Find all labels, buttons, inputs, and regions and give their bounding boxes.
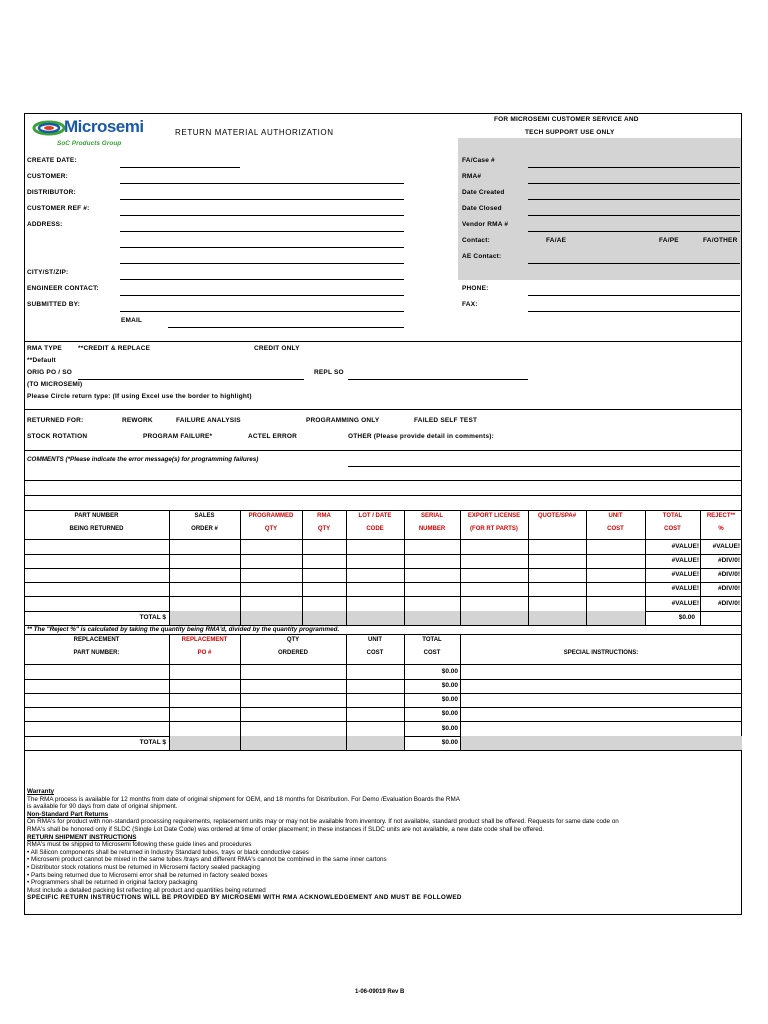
divider [24, 409, 742, 410]
repl-total-cell: $0.00 [441, 682, 458, 689]
returned-for-label: RETURNED FOR: [27, 417, 84, 424]
fa-case-input[interactable] [528, 158, 740, 168]
to-microsemi-label: (TO MICROSEMI) [27, 381, 83, 388]
comments-line [24, 495, 742, 496]
date-closed-input[interactable] [528, 206, 740, 216]
comments-label: COMMENTS (*Please indicate the error message(s) for programming failures) [27, 456, 259, 463]
col-serial: SERIAL NUMBER [418, 513, 446, 532]
repl-total-cell: $0.00 [441, 696, 458, 703]
address-label: ADDRESS: [27, 221, 63, 228]
col-export-license: EXPORT LICENSE (FOR RT PARTS) [467, 513, 521, 532]
col-repl-total-cost: TOTAL COST [422, 637, 442, 656]
customer-label: CUSTOMER: [27, 173, 69, 180]
warranty-text: The RMA process is available for 12 months from date of original shipment for OEM, and 18 months for Distribution. For Demo /Evaluation Boards the RMA [27, 795, 460, 803]
city-label: CITY/ST/ZIP: [27, 269, 69, 276]
customer-input[interactable] [120, 174, 404, 184]
ship-line: • Distributor stock rotations must be returned in Microsemi factory sealed packaging [27, 863, 260, 871]
col-reject: REJECT** % [706, 513, 736, 532]
engineer-contact-label: ENGINEER CONTACT: [27, 285, 99, 292]
contact-label: Contact: [462, 237, 490, 244]
reject-cell: #DIV/0! [717, 557, 740, 564]
form-title: RETURN MATERIAL AUTHORIZATION [175, 128, 334, 137]
replacement-total-label: TOTAL $ [139, 739, 166, 746]
total-cost-cell: #VALUE! [671, 600, 699, 607]
circle-note: Please Circle return type: (If using Excel use the border to highlight) [27, 393, 252, 400]
final-instruction: SPECIFIC RETURN INSTRUCTIONS WILL BE PROVIDED BY MICROSEMI WITH RMA ACKNOWLEDGEMENT AND MUST BE FOLLOWED [27, 894, 462, 902]
col-qty-ordered: QTY ORDERED [277, 637, 308, 656]
repl-total-cell: $0.00 [441, 668, 458, 675]
notes-section [27, 788, 619, 902]
fa-other-label: FA/OTHER [703, 237, 738, 244]
total-cost-cell: #VALUE! [671, 543, 699, 550]
address-input-3[interactable] [120, 254, 404, 264]
service-title-2: TECH SUPPORT USE ONLY [525, 129, 615, 136]
replacement-total-value: $0.00 [441, 739, 458, 746]
ae-contact-input[interactable] [528, 254, 740, 264]
orig-po-input[interactable] [78, 370, 304, 380]
fa-pe-label: FA/PE [659, 237, 679, 244]
rma-input[interactable] [528, 174, 740, 184]
comments-input-1[interactable] [348, 457, 740, 467]
parts-total-label: TOTAL $ [139, 614, 166, 621]
col-unit-cost: UNIT COST [607, 513, 624, 532]
ship-line: • Programmers shall be returned in original factory packaging [27, 879, 198, 887]
date-closed-label: Date Closed [462, 205, 502, 212]
replacement-total-bar [460, 736, 742, 750]
engineer-contact-input[interactable] [120, 286, 404, 296]
replacement-total-bar [169, 736, 405, 750]
fa-ae-label: FA/AE [546, 237, 567, 244]
credit-replace-option[interactable]: **CREDIT & REPLACE [78, 345, 151, 352]
rma-type-label: RMA TYPE [27, 345, 62, 352]
default-note: **Default [27, 357, 56, 364]
reject-cell: #DIV/0! [717, 585, 740, 592]
col-quote-spa: QUOTE/SPA# [537, 513, 577, 519]
credit-only-option[interactable]: CREDIT ONLY [254, 345, 300, 352]
ship-line: • Microsemi product cannot be mixed in the same tubes /trays and different RMA's cannot be combined in the same inner cartons [27, 856, 387, 864]
fax-label: FAX: [462, 301, 478, 308]
col-replacement-po: REPLACEMENT PO # [181, 637, 228, 656]
doc-number: 1-06-09019 Rev B [355, 989, 405, 995]
phone-input[interactable] [528, 286, 740, 296]
address-input-1[interactable] [120, 222, 404, 232]
customer-ref-input[interactable] [120, 206, 404, 216]
submitted-by-label: SUBMITTED BY: [27, 301, 81, 308]
logo-subtitle: SoC Products Group [57, 140, 122, 147]
distributor-label: DISTRIBUTOR: [27, 189, 76, 196]
stock-rotation-option[interactable]: STOCK ROTATION [27, 433, 88, 440]
col-lot-date: LOT / DATE CODE [358, 513, 392, 532]
col-total-cost: TOTAL COST [662, 513, 683, 532]
actel-error-option[interactable]: ACTEL ERROR [248, 433, 298, 440]
ae-contact-label: AE Contact: [462, 253, 502, 260]
distributor-input[interactable] [120, 190, 404, 200]
repl-total-cell: $0.00 [441, 710, 458, 717]
col-rma-qty: RMA QTY [317, 513, 331, 532]
repl-so-input[interactable] [348, 370, 528, 380]
col-part-number: PART NUMBER BEING RETURNED [69, 513, 124, 532]
failed-self-test-option[interactable]: FAILED SELF TEST [414, 417, 478, 424]
ship-title: RETURN SHIPMENT INSTRUCTIONS [27, 833, 137, 841]
microsemi-swirl-icon [32, 118, 66, 138]
comments-line [24, 480, 742, 481]
ship-line: Must include a detailed packing list reflecting all product and quantities being returned [27, 886, 266, 894]
ship-line: RMA's must be shipped to Microsemi following these guide lines and procedures [27, 841, 252, 849]
warranty-title: Warranty [27, 788, 55, 795]
reject-cell: #DIV/0! [717, 571, 740, 578]
ship-line: • Parts being returned due to Microsemi error shall be returned in factory sealed boxes [27, 871, 268, 879]
logo-name: Microsemi [64, 117, 144, 136]
date-created-label: Date Created [462, 189, 505, 196]
comments-line [24, 510, 742, 511]
divider [24, 341, 742, 342]
orig-po-label: ORIG PO / SO [27, 369, 73, 376]
ship-line: • All Silicon components shall be returned in Industry Standard tubes, trays or black conductive cases [27, 848, 309, 856]
programming-only-option[interactable]: PROGRAMMING ONLY [306, 417, 380, 424]
other-option[interactable]: OTHER (Please provide detail in comments): [348, 433, 495, 440]
col-programmed-qty: PROGRAMMED QTY [248, 513, 294, 532]
parts-total-value: $0.00 [678, 614, 695, 621]
create-date-label: CREATE DATE: [27, 157, 77, 164]
total-cost-cell: #VALUE! [671, 557, 699, 564]
program-failure-option[interactable]: PROGRAM FAILURE* [143, 433, 213, 440]
nonstd-text: On RMA's for product with non-standard processing requirements, replacement units may or may not be available from inventory. If not available, standard product shall be offered. Requests for same date code on [27, 818, 619, 826]
vendor-rma-input[interactable] [528, 222, 740, 232]
col-special-instructions: SPECIAL INSTRUCTIONS: [563, 650, 639, 656]
phone-label: PHONE: [462, 285, 489, 292]
create-date-input[interactable] [120, 158, 240, 168]
rework-option[interactable]: REWORK [122, 417, 153, 424]
date-created-input[interactable] [528, 190, 740, 200]
vendor-rma-label: Vendor RMA # [462, 221, 509, 228]
repl-total-cell: $0.00 [441, 725, 458, 732]
service-title-1: FOR MICROSEMI CUSTOMER SERVICE AND [494, 116, 639, 123]
col-sales-order: SALES ORDER # [191, 513, 218, 532]
nonstd-title: Non-Standard Part Returns [27, 810, 109, 818]
reject-cell: #VALUE! [712, 543, 740, 550]
repl-so-label: REPL SO [314, 369, 344, 376]
warranty-text: is available for 90 days from date of original shipment. [27, 803, 178, 811]
submitted-by-input[interactable] [120, 302, 404, 312]
nonstd-text: RMA's shall be honored only if SLDC (Single Lot Date Code) was ordered at time of order placement; in these instances if SLDC units are not available, a new date code shall be offered. [27, 825, 545, 833]
failure-analysis-option[interactable]: FAILURE ANALYSIS [176, 417, 241, 424]
total-cost-cell: #VALUE! [671, 571, 699, 578]
reject-cell: #DIV/0! [717, 600, 740, 607]
divider [24, 450, 742, 451]
rma-label: RMA# [462, 173, 482, 180]
email-label: EMAIL [121, 317, 143, 324]
col-replacement-part: REPLACEMENT PART NUMBER: [73, 637, 120, 656]
city-input[interactable] [120, 270, 404, 280]
fa-case-label: FA/Case # [462, 157, 495, 164]
customer-ref-label: CUSTOMER REF #: [27, 205, 90, 212]
address-input-2[interactable] [120, 238, 404, 248]
email-input[interactable] [168, 318, 404, 328]
total-cost-cell: #VALUE! [671, 585, 699, 592]
col-repl-unit-cost: UNIT COST [366, 637, 384, 656]
fax-input[interactable] [528, 302, 740, 312]
reject-footnote: ** The "Reject %" is calculated by taking the quantity being RMA'd, divided by the quantity programmed. [27, 626, 340, 633]
